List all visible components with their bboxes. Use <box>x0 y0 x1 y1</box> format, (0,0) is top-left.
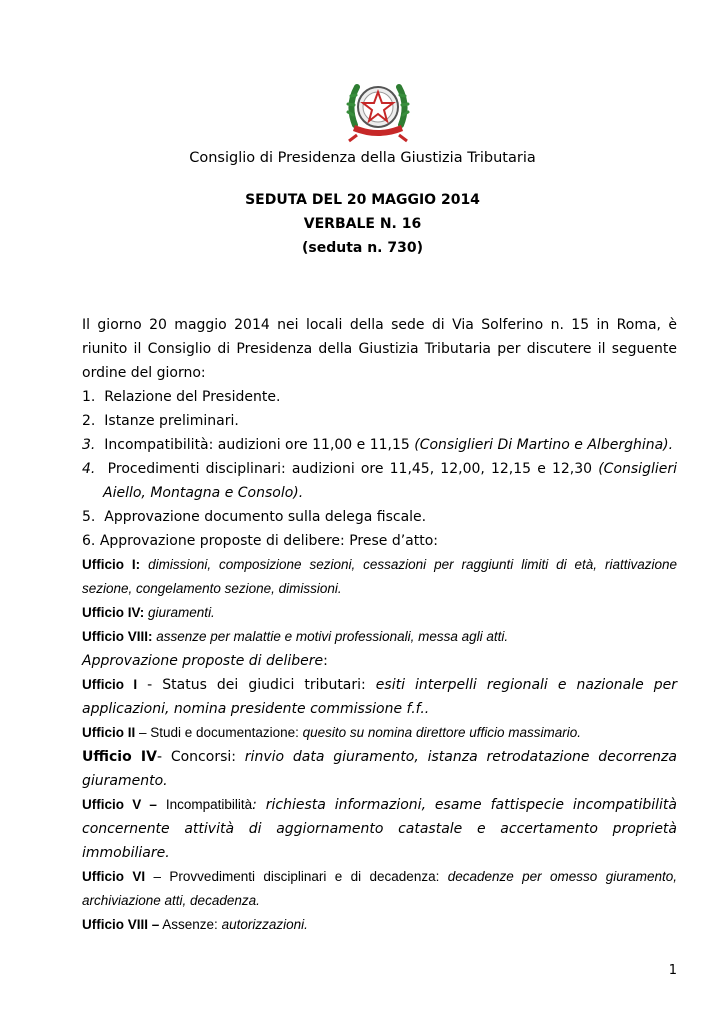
delibere-list <box>82 673 677 937</box>
office-entry: Ufficio II – Studi e documentazione: quesito su nomina direttore ufficio massimario. <box>82 725 581 740</box>
agenda-item: 4. Procedimenti disciplinari: audizioni ore 11,45, 12,00, 12,15 e 12,30 (Consiglieri Aiello, Montagna e Consolo). <box>82 461 677 501</box>
agenda-item: 3. Incompatibilità: audizioni ore 11,00 e 11,15 (Consiglieri Di Martino e Alberghina). <box>82 437 674 453</box>
prese-datto-list <box>82 553 677 649</box>
verbale-number: VERBALE N. 16 <box>303 216 422 232</box>
agenda-item: 5. Approvazione documento sulla delega fiscale. <box>82 509 427 525</box>
office-entry: Ufficio VI – Provvedimenti disciplinari e di decadenza: decadenze per omesso giuramento, archiviazione atti, decadenza. <box>82 869 677 908</box>
office-entry: Ufficio V – Incompatibilità: richiesta informazioni, esame fattispecie incompatibilità concernente attività di aggiornamento catastale e accertamento proprietà immobiliare. <box>82 797 677 861</box>
document-body <box>82 313 677 937</box>
italian-republic-emblem <box>345 75 411 145</box>
office-entry: Ufficio VIII – Assenze: autorizzazioni. <box>82 917 308 932</box>
approvazione-heading: Approvazione proposte di delibere: <box>82 653 328 669</box>
office-entry: Ufficio I: dimissioni, composizione sezioni, cessazioni per raggiunti limiti di età, riattivazione sezione, congelamento sezione, dimissioni. <box>82 557 677 596</box>
agenda-item: 2. Istanze preliminari. <box>82 413 239 429</box>
office-entry: Ufficio IV- Concorsi: rinvio data giuramento, istanza retrodatazione decorrenza giuramento. <box>82 749 677 789</box>
agenda-item: 1. Relazione del Presidente. <box>82 389 281 405</box>
agenda-item: 6. Approvazione proposte di delibere: Prese d’atto: <box>82 533 439 549</box>
emblem-icon <box>345 75 411 145</box>
session-number: (seduta n. 730) <box>301 240 423 256</box>
office-entry: Ufficio IV: giuramenti. <box>82 605 215 620</box>
office-entry: Ufficio VIII: assenze per malattie e motivi professionali, messa agli atti. <box>82 629 509 644</box>
organization-name: Consiglio di Presidenza della Giustizia Tributaria <box>189 150 536 166</box>
session-title: SEDUTA DEL 20 MAGGIO 2014 <box>245 192 480 208</box>
intro-paragraph: Il giorno 20 maggio 2014 nei locali della sede di Via Solferino n. 15 in Roma, è riunito il Consiglio di Presidenza della Giustizia Tributaria per discutere il seguente ordine del giorno: <box>82 317 677 381</box>
office-entry: Ufficio I - Status dei giudici tributari: esiti interpelli regionali e nazionale per applicazioni, nomina presidente commissione f.f.. <box>82 677 678 717</box>
page-number: 1 <box>668 963 677 978</box>
agenda-list <box>82 385 677 553</box>
